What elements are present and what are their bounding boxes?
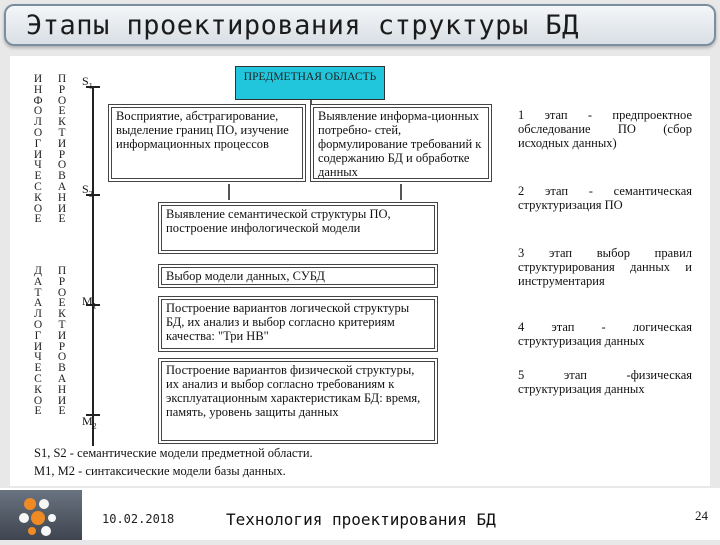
stage-2: 2 этап - семантическая структуризация ПО [518, 184, 692, 212]
footer-date: 10.02.2018 [102, 512, 175, 526]
page-number: 24 [695, 508, 708, 523]
connector [228, 184, 230, 200]
logical-box: Построение вариантов логической структуры БД, их анализ и выбор согласно критериям качества: "Три НВ" [158, 296, 438, 352]
marker-s1: $S_1$ [82, 74, 93, 91]
legend-s: S1, S2 - семантические модели предметной области. [34, 446, 313, 460]
needs-box: Выявление информа-ционных потребно- стей, формулирование требований к содержанию БД и обработке данных [310, 104, 492, 182]
marker-m1: $M_1$ [82, 294, 97, 311]
design-label-1: П Р О Е К Т И Р О В А Н И Е [57, 73, 67, 226]
subject-area-box: ПРЕДМЕТНАЯ ОБЛАСТЬ [235, 66, 385, 100]
perception-box: Восприятие, абстрагирование, выделение границ ПО, изучение информационных процессов [108, 104, 306, 182]
datalogical-label: Д А Т А Л О Г И Ч Е С К О Е [33, 265, 43, 418]
marker-m2: $M_2$ [82, 414, 97, 431]
stage-4: 4 этап - логическая структуризация данных [518, 320, 692, 348]
design-label-2: П Р О Е К Т И Р О В А Н И Е [57, 265, 67, 418]
semantic-box: Выявление семантической структуры ПО, построение инфологической модели [158, 202, 438, 254]
stage-1: 1 этап - предпроектное обследование ПО (сбор исходных данных) [518, 108, 692, 150]
infological-label: И Н Ф О Л О Г И Ч Е С К О Е [33, 73, 43, 226]
stage-5: 5 этап -физическая структуризация данных [518, 368, 692, 396]
marker-s2: $S_2$ [82, 182, 93, 199]
connector [400, 184, 402, 200]
physical-box: Построение вариантов физической структуры, их анализ и выбор согласно требованиям к эксплуатационным характеристикам БД: время, память, уровень защиты данных [158, 358, 438, 444]
logo-icon [0, 490, 82, 540]
footer-title: Технология проектирования БД [226, 510, 496, 529]
process-axis [92, 86, 94, 446]
legend-m: M1, M2 - синтаксические модели базы данных. [34, 464, 286, 478]
title-bar [4, 4, 716, 46]
choose-model-box: Выбор модели данных, СУБД [158, 264, 438, 288]
slide-title: Этапы проектирования структуры БД [26, 10, 579, 41]
stage-3: 3 этап выбор правил структурирования данных и инструментария [518, 246, 692, 288]
slide-body [10, 56, 710, 486]
